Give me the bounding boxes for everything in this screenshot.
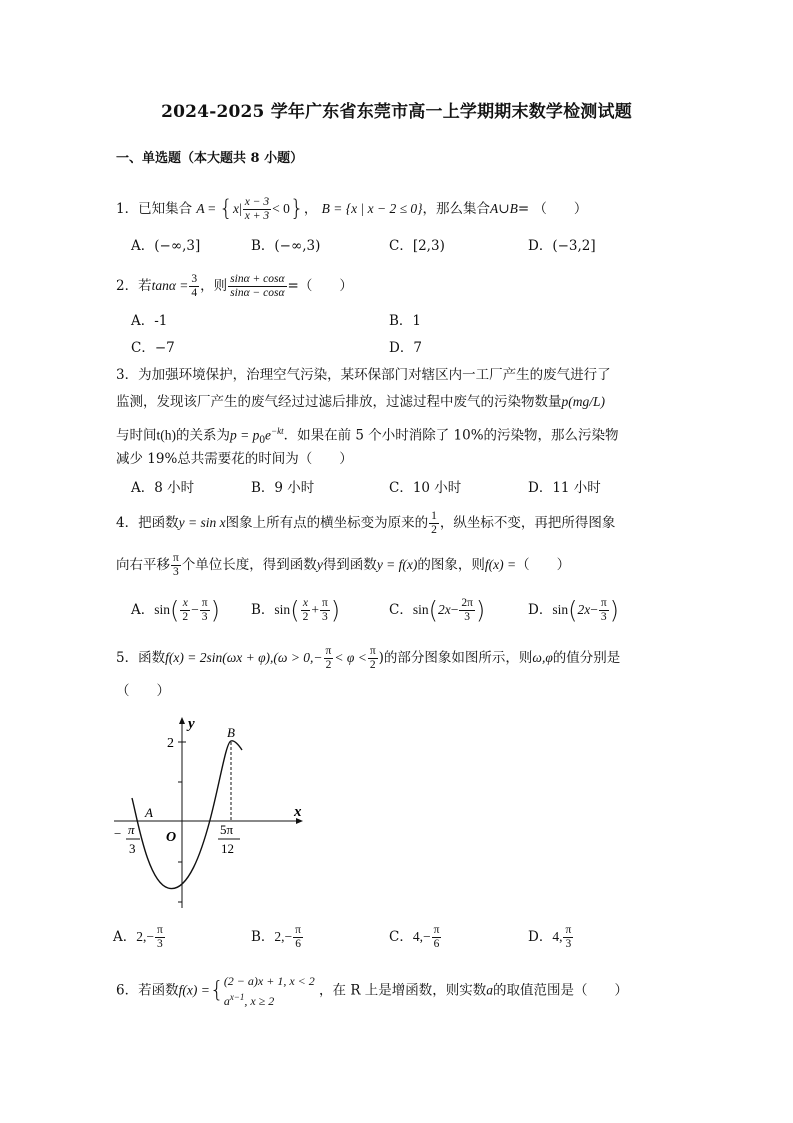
x-label: x: [294, 804, 302, 820]
neg-pi-num: π: [128, 822, 135, 837]
section-heading: 一、单选题（本大题共 8 小题）: [116, 151, 304, 166]
question-3-line-1: 3．为加强环境保护，治理空气污染，某环保部门对辖区内一工厂产生的废气进行了: [116, 367, 611, 383]
q5-option-c: C．4,− $\frac{\pi}{6}$: [389, 924, 440, 950]
q4-option-b: B．sin( $\frac{x}{2}$ + $\frac{\pi}{3}$ ): [251, 596, 341, 625]
q4-option-a: A．sin( $\frac{x}{2}$ − $\frac{\pi}{3}$ ): [131, 596, 220, 625]
question-5-line-1: 5．函数f(x) = 2sin(ωx + φ),(ω > 0,− $\frac{\pi}{2}$ < φ < $\frac{\pi}{2}$ )的部分图象如图所示，则ω,φ的值分别是: [116, 645, 621, 671]
q4-option-d: D．sin(2x− $\frac{\pi}{3}$ ): [528, 596, 620, 625]
svg-text:−: −: [114, 826, 122, 841]
point-a-label: A: [145, 805, 153, 820]
pos-pi-num: 5π: [220, 822, 234, 837]
q2-option-c: C．−7: [131, 340, 175, 356]
page-title: 2024-2025 学年广东省东莞市高一上学期期末数学检测试题: [161, 102, 632, 122]
q1-option-c: C．[2,3): [389, 238, 445, 254]
q3-option-b: B．9 小时: [251, 480, 315, 496]
q1-option-b: B．(−∞,3): [251, 238, 321, 254]
point-b-label: B: [227, 725, 235, 740]
question-3-line-4: 减少 19%总共需要花的时间为（ ）: [116, 451, 353, 467]
pos-pi-den: 12: [221, 841, 234, 856]
neg-pi-den: 3: [129, 841, 136, 856]
q5-option-b: B．2,− $\frac{\pi}{6}$: [251, 924, 301, 950]
question-3-line-2: 监测，发现该厂产生的废气经过过滤后排放，过滤过程中废气的污染物数量p(mg/L): [116, 394, 605, 410]
question-6: 6．若函数f(x) ={ (2 − a)x + 1, x < 2 $a^{x-1}$, x ≥ 2 ，在 R 上是增函数，则实数a的取值范围是（ ）: [116, 974, 629, 1008]
q5-option-a: A．2,− $\frac{\pi}{3}$: [113, 924, 163, 950]
q3-option-a: A．8 小时: [131, 480, 195, 496]
q5-option-d: D．4, $\frac{\pi}{3}$: [528, 924, 572, 950]
question-3-line-3: 与时间t(h)的关系为$p = p_0e^{-kt}$．如果在前 5 个小时消除了 10%的污染物，那么污染物: [116, 426, 619, 447]
q1-option-d: D．(−3,2]: [528, 238, 596, 254]
sine-graph: [110, 712, 310, 912]
question-2: 2．若tanα = $\frac{3}{4}$ ，则 $\frac{\sin\alpha + \cos\alpha}{\sin\alpha - \cos\alpha}$ =（ ）: [116, 273, 353, 299]
q2-option-a: A．-1: [131, 313, 168, 329]
tick-2-label: 2: [167, 736, 174, 751]
origin-label: O: [166, 830, 177, 845]
q3-option-c: C．10 小时: [389, 480, 462, 496]
question-5-line-2: （ ）: [116, 683, 170, 699]
q2-option-b: B．1: [389, 313, 422, 329]
q3-option-d: D．11 小时: [528, 480, 601, 496]
question-4-line-2: 向右平移 $\frac{\pi}{3}$ 个单位长度，得到函数y得到函数y = f(x)的图象，则f(x) =（ ）: [116, 552, 571, 578]
question-4-line-1: 4．把函数y = sin x图象上所有点的横坐标变为原来的 $\frac{1}{2}$ ，纵坐标不变，再把所得图象: [116, 510, 616, 536]
question-1: 1．已知集合 A = {x| $\frac{x - 3}{x + 3}$ < 0}， B = {x | x − 2 ≤ 0}，那么集合A∪B= （ ）: [116, 196, 588, 222]
q2-option-d: D．7: [389, 340, 422, 356]
q4-option-c: C．sin(2x− $\frac{2\pi}{3}$ ): [389, 596, 486, 625]
q1-option-a: A．(−∞,3]: [131, 238, 201, 254]
y-label: y: [188, 716, 195, 732]
